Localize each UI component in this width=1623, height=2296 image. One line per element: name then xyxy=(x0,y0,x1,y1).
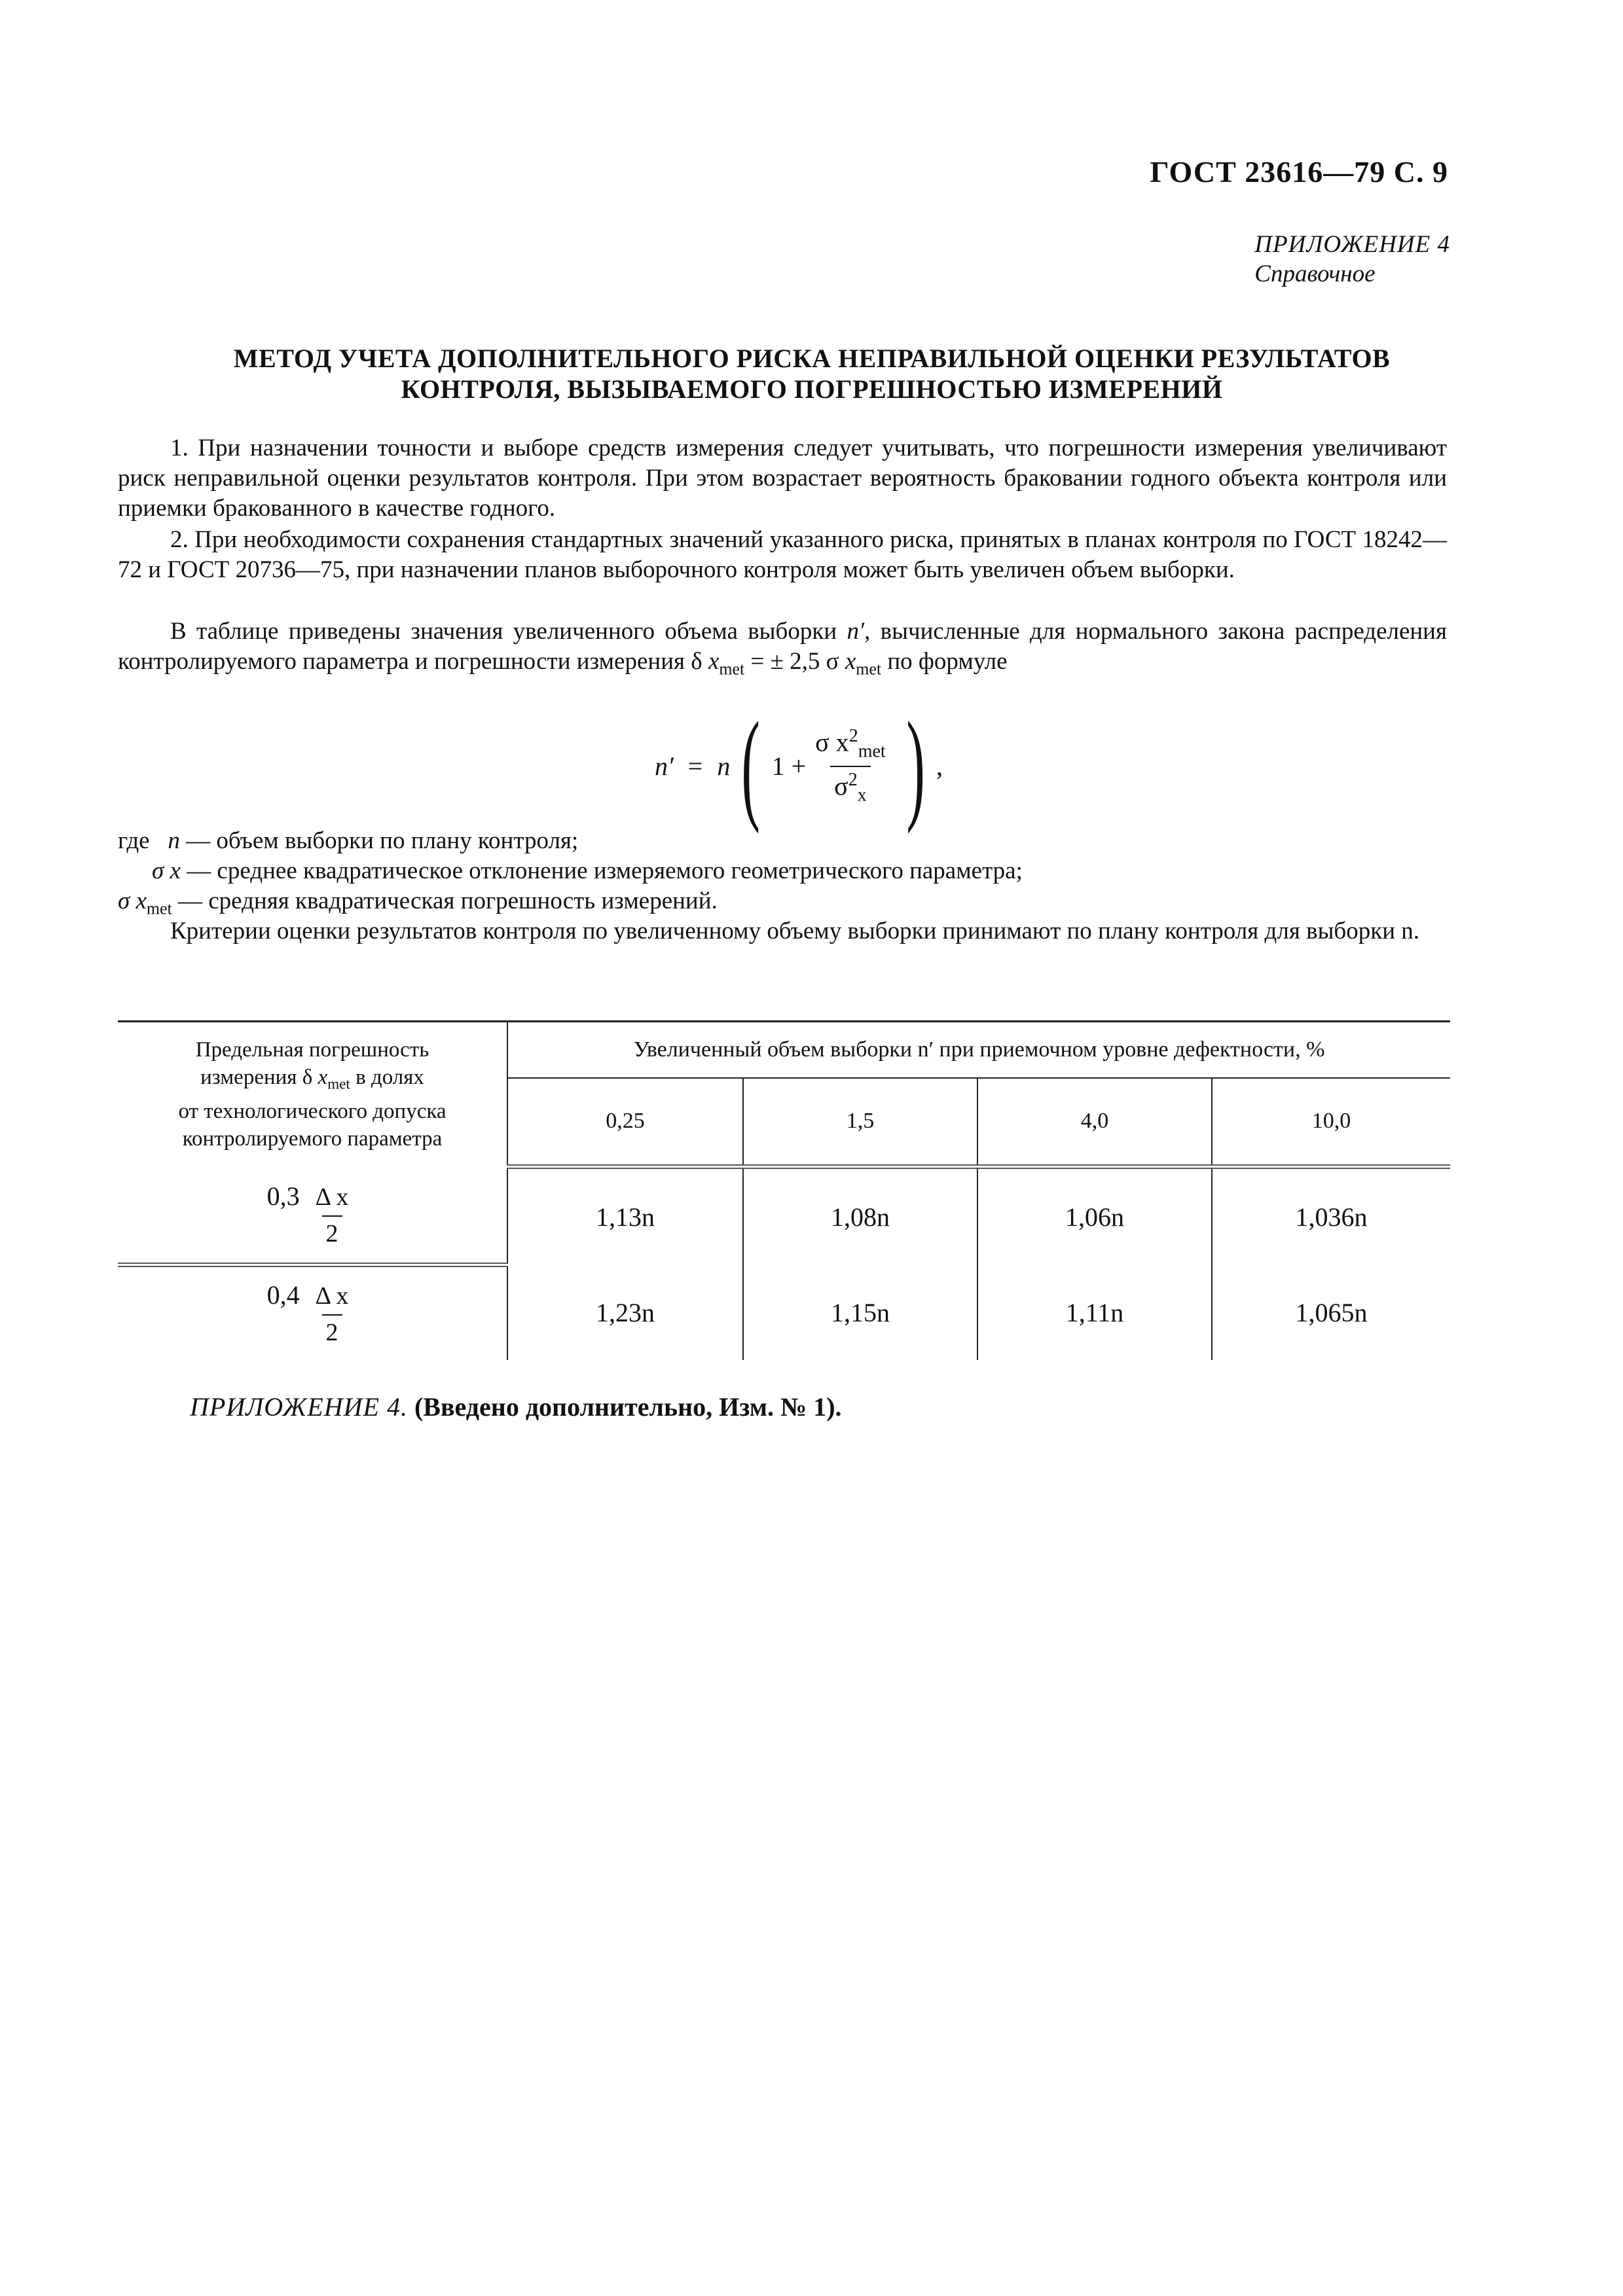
data-table xyxy=(118,1020,1450,1360)
header-error-line-a: Предельная погрешность xyxy=(195,1038,429,1062)
left-paren-glyph: ( xyxy=(741,697,761,834)
p3-x2: x xyxy=(845,648,856,675)
header-error-x: x xyxy=(318,1066,328,1090)
appendix-type: Справочное xyxy=(1254,260,1376,287)
def-symbol: σ x xyxy=(118,888,147,914)
header-level-3: 10,0 xyxy=(1212,1078,1450,1167)
row-fraction xyxy=(312,1282,353,1347)
denominator-symbol: σ xyxy=(834,771,848,801)
table-cell: 1,15n xyxy=(743,1265,977,1360)
row-label xyxy=(118,1167,507,1265)
p3-text-a: В таблице приведены значения увеличенного объема выборки xyxy=(170,618,837,645)
table-cell: 1,065n xyxy=(1212,1265,1450,1360)
right-paren-glyph: ) xyxy=(906,697,925,834)
p3-sub-met: met xyxy=(719,659,745,679)
paragraph-3 xyxy=(118,617,1447,684)
denominator-sup: 2 xyxy=(848,770,858,790)
formula-one-plus: 1 + xyxy=(771,751,807,781)
row-frac-den: 2 xyxy=(322,1215,342,1248)
document-header: ГОСТ 23616—79 С. 9 xyxy=(1150,155,1448,188)
def-symbol: σ x xyxy=(152,857,181,884)
header-level-2: 4,0 xyxy=(977,1078,1212,1167)
header-group: Увеличенный объем выборки n′ при приемочном уровне дефектности, % xyxy=(507,1022,1450,1078)
p3-text-c: = ± 2,5 σ xyxy=(750,648,839,675)
def-sub: met xyxy=(146,899,172,918)
formula xyxy=(655,697,943,834)
formula-comma: , xyxy=(936,751,943,781)
header-level-1: 1,5 xyxy=(743,1078,977,1167)
formula-equals: = xyxy=(687,751,703,781)
header-error-column xyxy=(118,1022,507,1167)
appendix-label: ПРИЛОЖЕНИЕ 4 xyxy=(1254,231,1450,258)
numerator-symbol: σ x xyxy=(815,727,849,757)
header-error-line-d: контролируемого параметра xyxy=(182,1127,443,1151)
p3-text-b: , вычисленные для нормального закона распределения контролируемого параметра и погрешности измерения δ xyxy=(118,618,1448,675)
footnote-ref: ПРИЛОЖЕНИЕ 4. xyxy=(190,1392,408,1422)
header-error-line-b xyxy=(118,1064,507,1098)
paragraph-4: Критерии оценки результатов контроля по увеличенному объему выборки принимают по плану контроля для выборки n. xyxy=(170,918,1420,944)
row-coef: 0,4 xyxy=(266,1280,300,1310)
denominator-sub: x xyxy=(857,785,867,806)
footnote xyxy=(190,1391,842,1422)
row-frac-num: Δ x xyxy=(315,1183,349,1211)
table-cell: 1,036n xyxy=(1212,1167,1450,1265)
paragraph-1: 1. При назначении точности и выборе средств измерения следует учитывать, что погрешности измерения увеличивают риск неправильной оценки результатов контроля. При этом возрастает вероятность браковании годного объекта контроля или приемки бракованного в качестве годного. xyxy=(118,435,1447,522)
table-cell: 1,06n xyxy=(977,1167,1212,1265)
formula-fraction xyxy=(811,726,890,806)
definition-2 xyxy=(152,856,1023,886)
paragraph-2: 2. При необходимости сохранения стандартных значений указанного риска, принятых в планах контроля по ГОСТ 18242—72 и ГОСТ 20736—75, при назначении планов выборочного контроля может быть увеличен объем выборки. xyxy=(118,526,1447,583)
def-text: — средняя квадратическая погрешность измерений. xyxy=(178,888,718,914)
table-row xyxy=(118,1167,1450,1265)
title-line-2: КОНТРОЛЯ, ВЫЗЫВАЕМОГО ПОГРЕШНОСТЬЮ ИЗМЕРЕНИЙ xyxy=(401,374,1223,404)
header-error-delta: измерения δ xyxy=(200,1066,313,1090)
numerator-sub: met xyxy=(858,741,886,761)
formula-n: n xyxy=(717,751,731,781)
p3-text-d: по формуле xyxy=(887,648,1008,675)
page-title xyxy=(118,343,1506,404)
fraction-numerator xyxy=(811,726,890,766)
p3-sub-met2: met xyxy=(856,659,882,679)
numerator-sup: 2 xyxy=(848,725,858,746)
def-prefix: где xyxy=(118,827,150,854)
p3-x: x xyxy=(708,648,720,675)
row-frac-den: 2 xyxy=(322,1314,342,1347)
def-text: — объем выборки по плану контроля; xyxy=(186,827,579,854)
row-frac-num: Δ x xyxy=(315,1282,349,1310)
def-text: — среднее квадратическое отклонение измеряемого геометрического параметра; xyxy=(187,857,1023,884)
table-cell: 1,13n xyxy=(507,1167,743,1265)
header-error-line-c: от технологического допуска xyxy=(178,1100,447,1124)
fraction-denominator xyxy=(830,766,871,806)
p3-variable: n′ xyxy=(847,618,865,645)
header-level-0: 0,25 xyxy=(507,1078,743,1167)
table-cell: 1,23n xyxy=(507,1265,743,1360)
row-fraction xyxy=(312,1183,353,1248)
appendix-block xyxy=(1254,230,1450,288)
row-coef: 0,3 xyxy=(266,1181,300,1211)
table-cell: 1,11n xyxy=(977,1265,1212,1360)
title-line-1: МЕТОД УЧЕТА ДОПОЛНИТЕЛЬНОГО РИСКА НЕПРАВИЛЬНОЙ ОЦЕНКИ РЕЗУЛЬТАТОВ xyxy=(233,344,1391,373)
table-cell: 1,08n xyxy=(743,1167,977,1265)
table-header-row-1 xyxy=(118,1022,1450,1078)
footnote-text: (Введено дополнительно, Изм. № 1). xyxy=(414,1392,842,1422)
def-symbol: n xyxy=(168,827,180,854)
row-label xyxy=(118,1265,507,1360)
header-error-suffix: в долях xyxy=(356,1066,424,1090)
table-row xyxy=(118,1265,1450,1360)
header-error-sub: met xyxy=(327,1075,350,1093)
formula-lhs: n′ xyxy=(655,751,674,781)
definition-1 xyxy=(118,826,578,856)
